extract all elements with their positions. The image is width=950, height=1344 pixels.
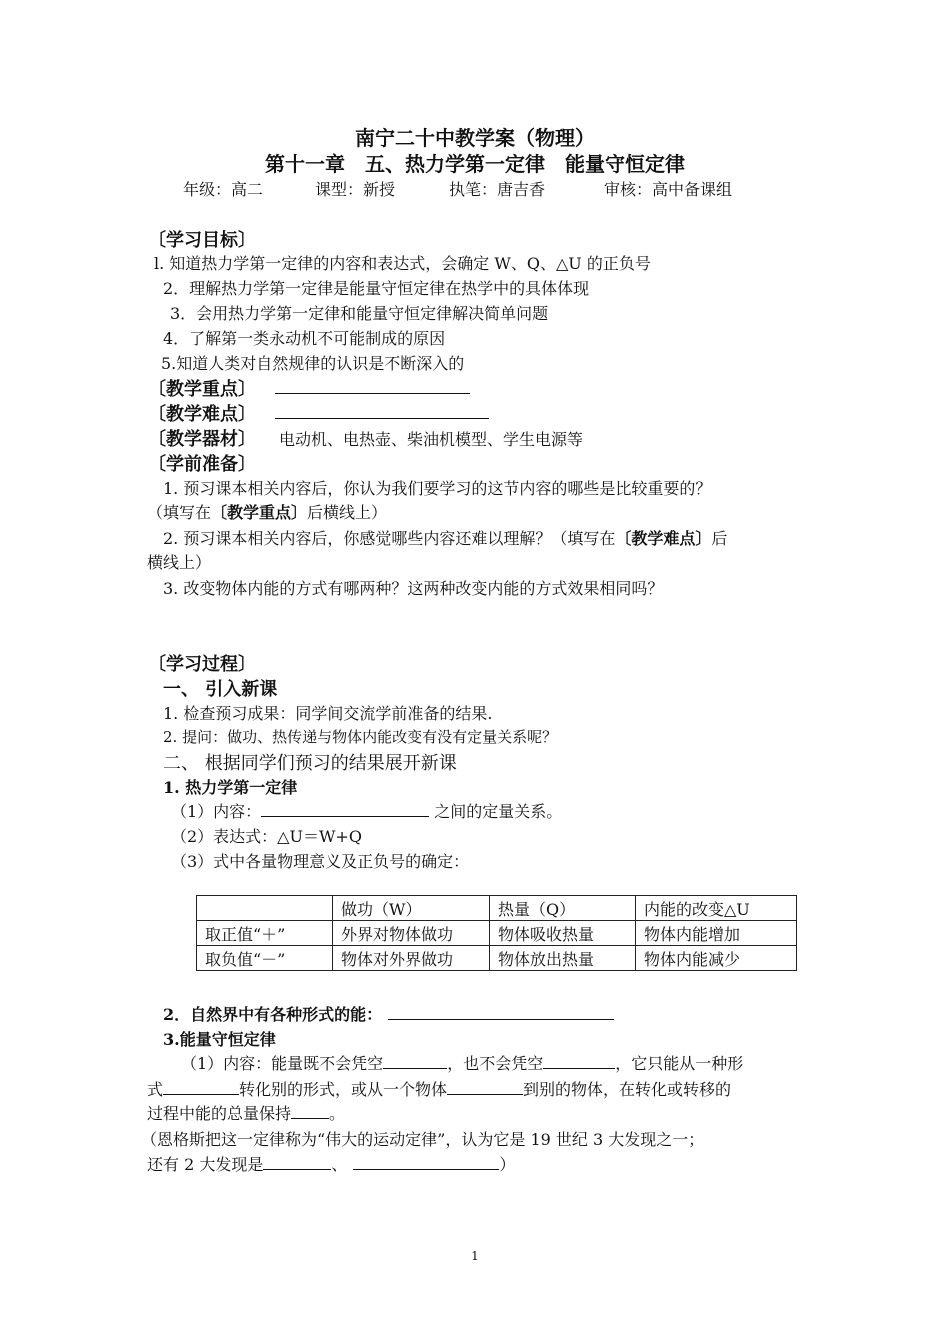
table-cell: 外界对物体做功: [333, 921, 490, 946]
table-cell: 物体放出热量: [490, 946, 636, 971]
focus-blank[interactable]: [275, 378, 470, 394]
discovery-blank-2[interactable]: [353, 1154, 499, 1170]
table-row: [197, 946, 797, 971]
table-cell: 物体对外界做功: [333, 946, 490, 971]
law3-line-1: [181, 1051, 743, 1074]
meta-reviewer: 审核：高中备课组: [604, 180, 733, 199]
table-row: [197, 921, 797, 946]
part2-title: 二、 根据同学们预习的结果展开新课: [163, 753, 457, 774]
sign-table: [196, 895, 797, 971]
prep-q2-bold: 〔教学难点〕: [615, 529, 712, 548]
law1-signs: （3）式中各量物理意义及正负号的确定：: [171, 852, 470, 871]
table-cell: 物体吸收热量: [490, 921, 636, 946]
discovery-blank-1[interactable]: [263, 1154, 331, 1170]
prep-q2-text: 2. 预习课本相关内容后，你感觉哪些内容还难以理解？（填写在: [163, 529, 616, 548]
energy-forms: [163, 1002, 614, 1025]
meta-grade: 年级：高二: [183, 180, 264, 199]
table-cell: 取负值“－”: [197, 946, 333, 971]
prep-question-2-cont: 横线上）: [147, 553, 212, 572]
document-title: 南宁二十中教学案（物理）: [355, 126, 595, 150]
table-header-cell: 做功（W）: [333, 896, 490, 921]
prep-q2-text-end: 后: [711, 529, 728, 548]
engels-note: （恩格斯把这一定律称为“伟大的运动定律”，认为它是 19 世纪 3 大发现之一；: [141, 1130, 705, 1149]
note-text: 、: [331, 1155, 348, 1174]
table-header-cell: 内能的改变△U: [636, 896, 797, 921]
table-header-cell: 热量（Q）: [490, 896, 636, 921]
law3-blank[interactable]: [543, 1053, 615, 1069]
part1-item: 1. 检查预习成果：同学间交流学前准备的结果.: [163, 704, 493, 723]
law3-blank[interactable]: [447, 1079, 523, 1095]
law3-text: ，它只能从一种形: [615, 1054, 744, 1073]
equipment-value: 电动机、电热壶、柴油机模型、学生电源等: [279, 430, 584, 449]
table-header-cell: [197, 896, 333, 921]
prep-question-3: 3. 改变物体内能的方式有哪两种？这两种改变内能的方式效果相同吗？: [163, 579, 664, 598]
page-number: 1: [471, 1249, 479, 1263]
lesson-title: 第十一章 五、热力学第一定律 能量守恒定律: [265, 152, 685, 176]
law3-text: 式: [147, 1080, 164, 1099]
law1-expression: （2）表达式：△U＝W+Q: [171, 827, 362, 846]
law3-line-2: [147, 1077, 731, 1100]
goal-item: 4．了解第一类永动机不可能制成的原因: [163, 329, 446, 348]
focus-label: 〔教学重点〕: [148, 379, 256, 400]
prep-question-1: 1. 预习课本相关内容后，你认为我们要学习的这节内容的哪些是比较重要的？: [163, 479, 712, 498]
equipment-label: 〔教学器材〕: [148, 429, 256, 450]
goal-item: 2．理解热力学第一定律是能量守恒定律在热学中的具体体现: [163, 279, 590, 298]
prep-q1-text: （填写在: [147, 503, 212, 522]
difficulty-label: 〔教学难点〕: [148, 404, 256, 425]
prep-heading: 〔学前准备〕: [148, 454, 256, 475]
part1-title: 一、 引入新课: [163, 679, 278, 700]
goal-item: 3．会用热力学第一定律和能量守恒定律解决简单问题: [170, 304, 549, 323]
law1-content: [171, 799, 562, 822]
process-heading: 〔学习过程〕: [148, 654, 256, 675]
law3-blank[interactable]: [383, 1053, 447, 1069]
law3-text: 转化别的形式，或从一个物体: [239, 1080, 448, 1099]
difficulty-blank[interactable]: [275, 403, 489, 419]
law3-text: 。: [329, 1104, 346, 1123]
table-header-row: [197, 896, 797, 921]
law1-content-blank[interactable]: [261, 801, 429, 817]
law3-title: 3.能量守恒定律: [163, 1030, 276, 1049]
energy-forms-label: 2．自然界中有各种形式的能：: [163, 1005, 383, 1024]
table-cell: 物体内能减少: [636, 946, 797, 971]
goals-heading: 〔学习目标〕: [148, 230, 256, 251]
meta-author: 执笔：唐吉香: [449, 180, 546, 199]
law3-blank[interactable]: [163, 1079, 239, 1095]
note-text: ）: [499, 1155, 516, 1174]
meta-type: 课型：新授: [315, 180, 396, 199]
prep-question-2: [163, 526, 727, 549]
law1-content-tail: 之间的定量关系。: [434, 802, 563, 821]
engels-note-cont: [147, 1152, 515, 1175]
law3-text: （1）内容：能量既不会凭空: [181, 1054, 384, 1073]
prep-q1-text-end: 后横线上）: [307, 503, 388, 522]
law3-blank[interactable]: [291, 1103, 329, 1119]
table-cell: 物体内能增加: [636, 921, 797, 946]
prep-question-1-cont: [147, 500, 387, 523]
energy-forms-blank[interactable]: [388, 1004, 614, 1020]
part1-item: 2. 提问：做功、热传递与物体内能改变有没有定量关系呢？: [163, 728, 558, 746]
prep-q1-bold: 〔教学重点〕: [211, 503, 308, 522]
goal-item: l. 知道热力学第一定律的内容和表达式，会确定 W、Q、△U 的正负号: [154, 254, 651, 273]
goal-item: 5.知道人类对自然规律的认识是不断深入的: [161, 354, 465, 373]
law1-title: 1. 热力学第一定律: [163, 778, 298, 797]
law3-line-3: [147, 1101, 345, 1124]
note-text: 还有 2 大发现是: [147, 1155, 264, 1174]
law1-content-label: （1）内容：: [171, 802, 262, 821]
law3-text: 到别的物体，在转化或转移的: [523, 1080, 732, 1099]
table-cell: 取正值“＋”: [197, 921, 333, 946]
law3-text: ，也不会凭空: [447, 1054, 544, 1073]
law3-text: 过程中能的总量保持: [147, 1104, 292, 1123]
